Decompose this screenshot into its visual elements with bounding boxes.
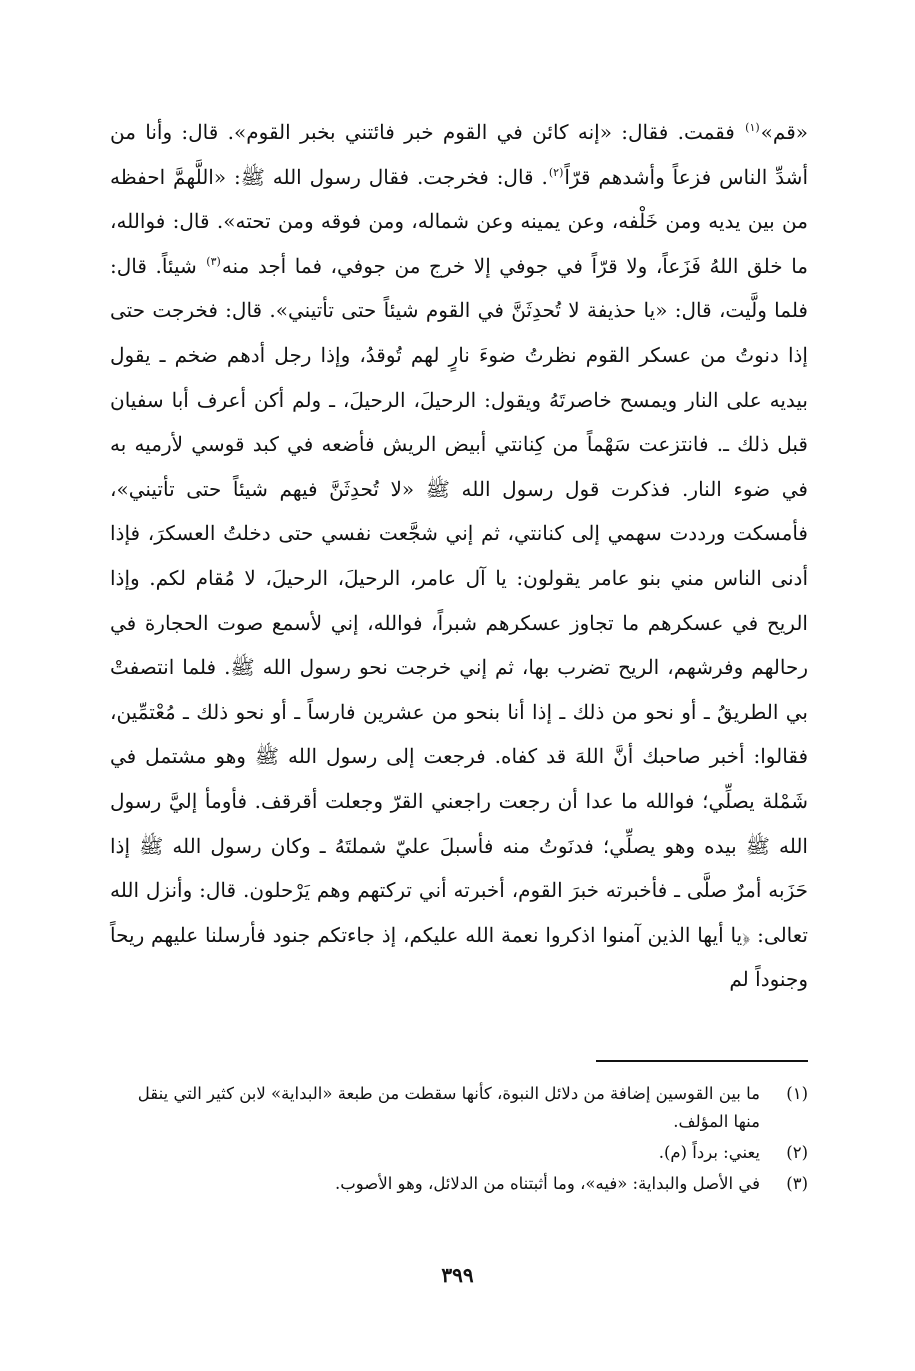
footnote-separator <box>596 1060 808 1062</box>
body-paragraph <box>110 110 808 1002</box>
footnote-text: في الأصل والبداية: «فيه»، وما أثبتناه من الدلائل، وهو الأصوب. <box>335 1174 760 1193</box>
footnote-text: ما بين القوسين إضافة من دلائل النبوة، كأنها سقطت من طبعة «البداية» لابن كثير التي ينقل منها المؤلف. <box>137 1084 760 1131</box>
footnote-number: (٣) <box>786 1174 808 1193</box>
footnote-ref-1: (١) <box>745 121 760 135</box>
body-segment: فقمت. فقال: «إنه كائن في القوم خبر فائتني بخبر القوم». قال: وأنا من أشدِّ الناس فزعاً وأشدهم قرّاً <box>110 120 808 189</box>
footnote-item <box>110 1170 808 1198</box>
footnote-text: يعني: برداً (م). <box>658 1143 760 1162</box>
footnotes-section <box>110 1080 808 1201</box>
footnote-ref-2: (٢) <box>548 165 564 179</box>
footnote-ref-3: (٣) <box>206 255 221 269</box>
footnote-number: (٢) <box>786 1143 808 1162</box>
footnote-number: (١) <box>786 1084 808 1103</box>
body-segment: شيئاً. قال: فلما ولَّيت، قال: «يا حذيفة لا تُحدِثَنَّ في القوم شيئاً حتى تأتيني». قال: فخرجت حتى إذا دنوتُ من عسكر القوم نظرتُ ضوءَ نارٍ لهم تُوقدُ، وإذا رجل أدهم ضخم ـ يقول بيديه على النار ويمسح خاصرتَهُ ويقول: الرحيلَ، الرحيلَ، ـ ولم أكن أعرف أبا سفيان قبل ذلك ـ. فانتزعت سَهْماً من كِنانتي أبيض الريش فأضعه في كبد قوسي لأرميه به في ضوء النار. فذكرت قول رسول الله ﷺ «لا تُحدِثَنَّ فيهم شيئاً حتى تأتيني»، فأمسكت ورددت سهمي إلى كنانتي، ثم إني شجَّعت نفسي حتى دخلتُ العسكرَ، فإذا أدنى الناس مني بنو عامر يقولون: يا آل عامر، الرحيلَ، الرحيلَ، لا مُقام لكم. وإذا الريح في عسكرهم ما تجاوز عسكرهم شبراً، فوالله، إني لأسمع صوت الحجارة في رحالهم وفرشهم، الريح تضرب بها، ثم إني خرجت نحو رسول الله ﷺ. فلما انتصفتْ بي الطريقُ ـ أو نحو من ذلك ـ إذا أنا بنحو من عشرين فارساً ـ أو نحو ذلك ـ مُعْتمِّين، فقالوا: أخبر صاحبك أنَّ اللهَ قد كفاه. فرجعت إلى رسول الله ﷺ وهو مشتمل في شَمْلة يصلِّي؛ فوالله ما عدا أن رجعت راجعني القرّ وجعلت أقرقف. فأومأ إليَّ رسول الله ﷺ بيده وهو يصلِّي؛ فدنَوتُ منه فأسبلَ عليّ شملتَهُ ـ وكان رسول الله ﷺ إذا حَزَبه أمرٌ صلَّى ـ فأخبرته خبرَ القوم، أخبرته أني تركتهم وهم يَرْحلون. قال: وأنزل الله تعالى: ﴿يا أيها الذين آمنوا اذكروا نعمة الله عليكم، إذ جاءتكم جنود فأرسلنا عليهم ريحاً وجنوداً لم <box>110 253 809 992</box>
body-segment: «قم» <box>760 120 809 144</box>
footnote-item <box>110 1080 808 1136</box>
body-segment: . قال: فخرجت. فقال رسول الله ﷺ: «اللَّهمَّ احفظه من بين يديه ومن خَلْفه، وعن يمينه وعن شماله، ومن فوقه ومن تحته». قال: فوالله، ما خلق اللهُ فَزَعاً، ولا قرّاً في جوفي إلا خرج من جوفي، فما أجد منه <box>110 164 808 278</box>
main-text-block <box>110 110 808 1002</box>
page-number: ٣٩٩ <box>441 1263 474 1287</box>
footnote-item <box>110 1139 808 1167</box>
